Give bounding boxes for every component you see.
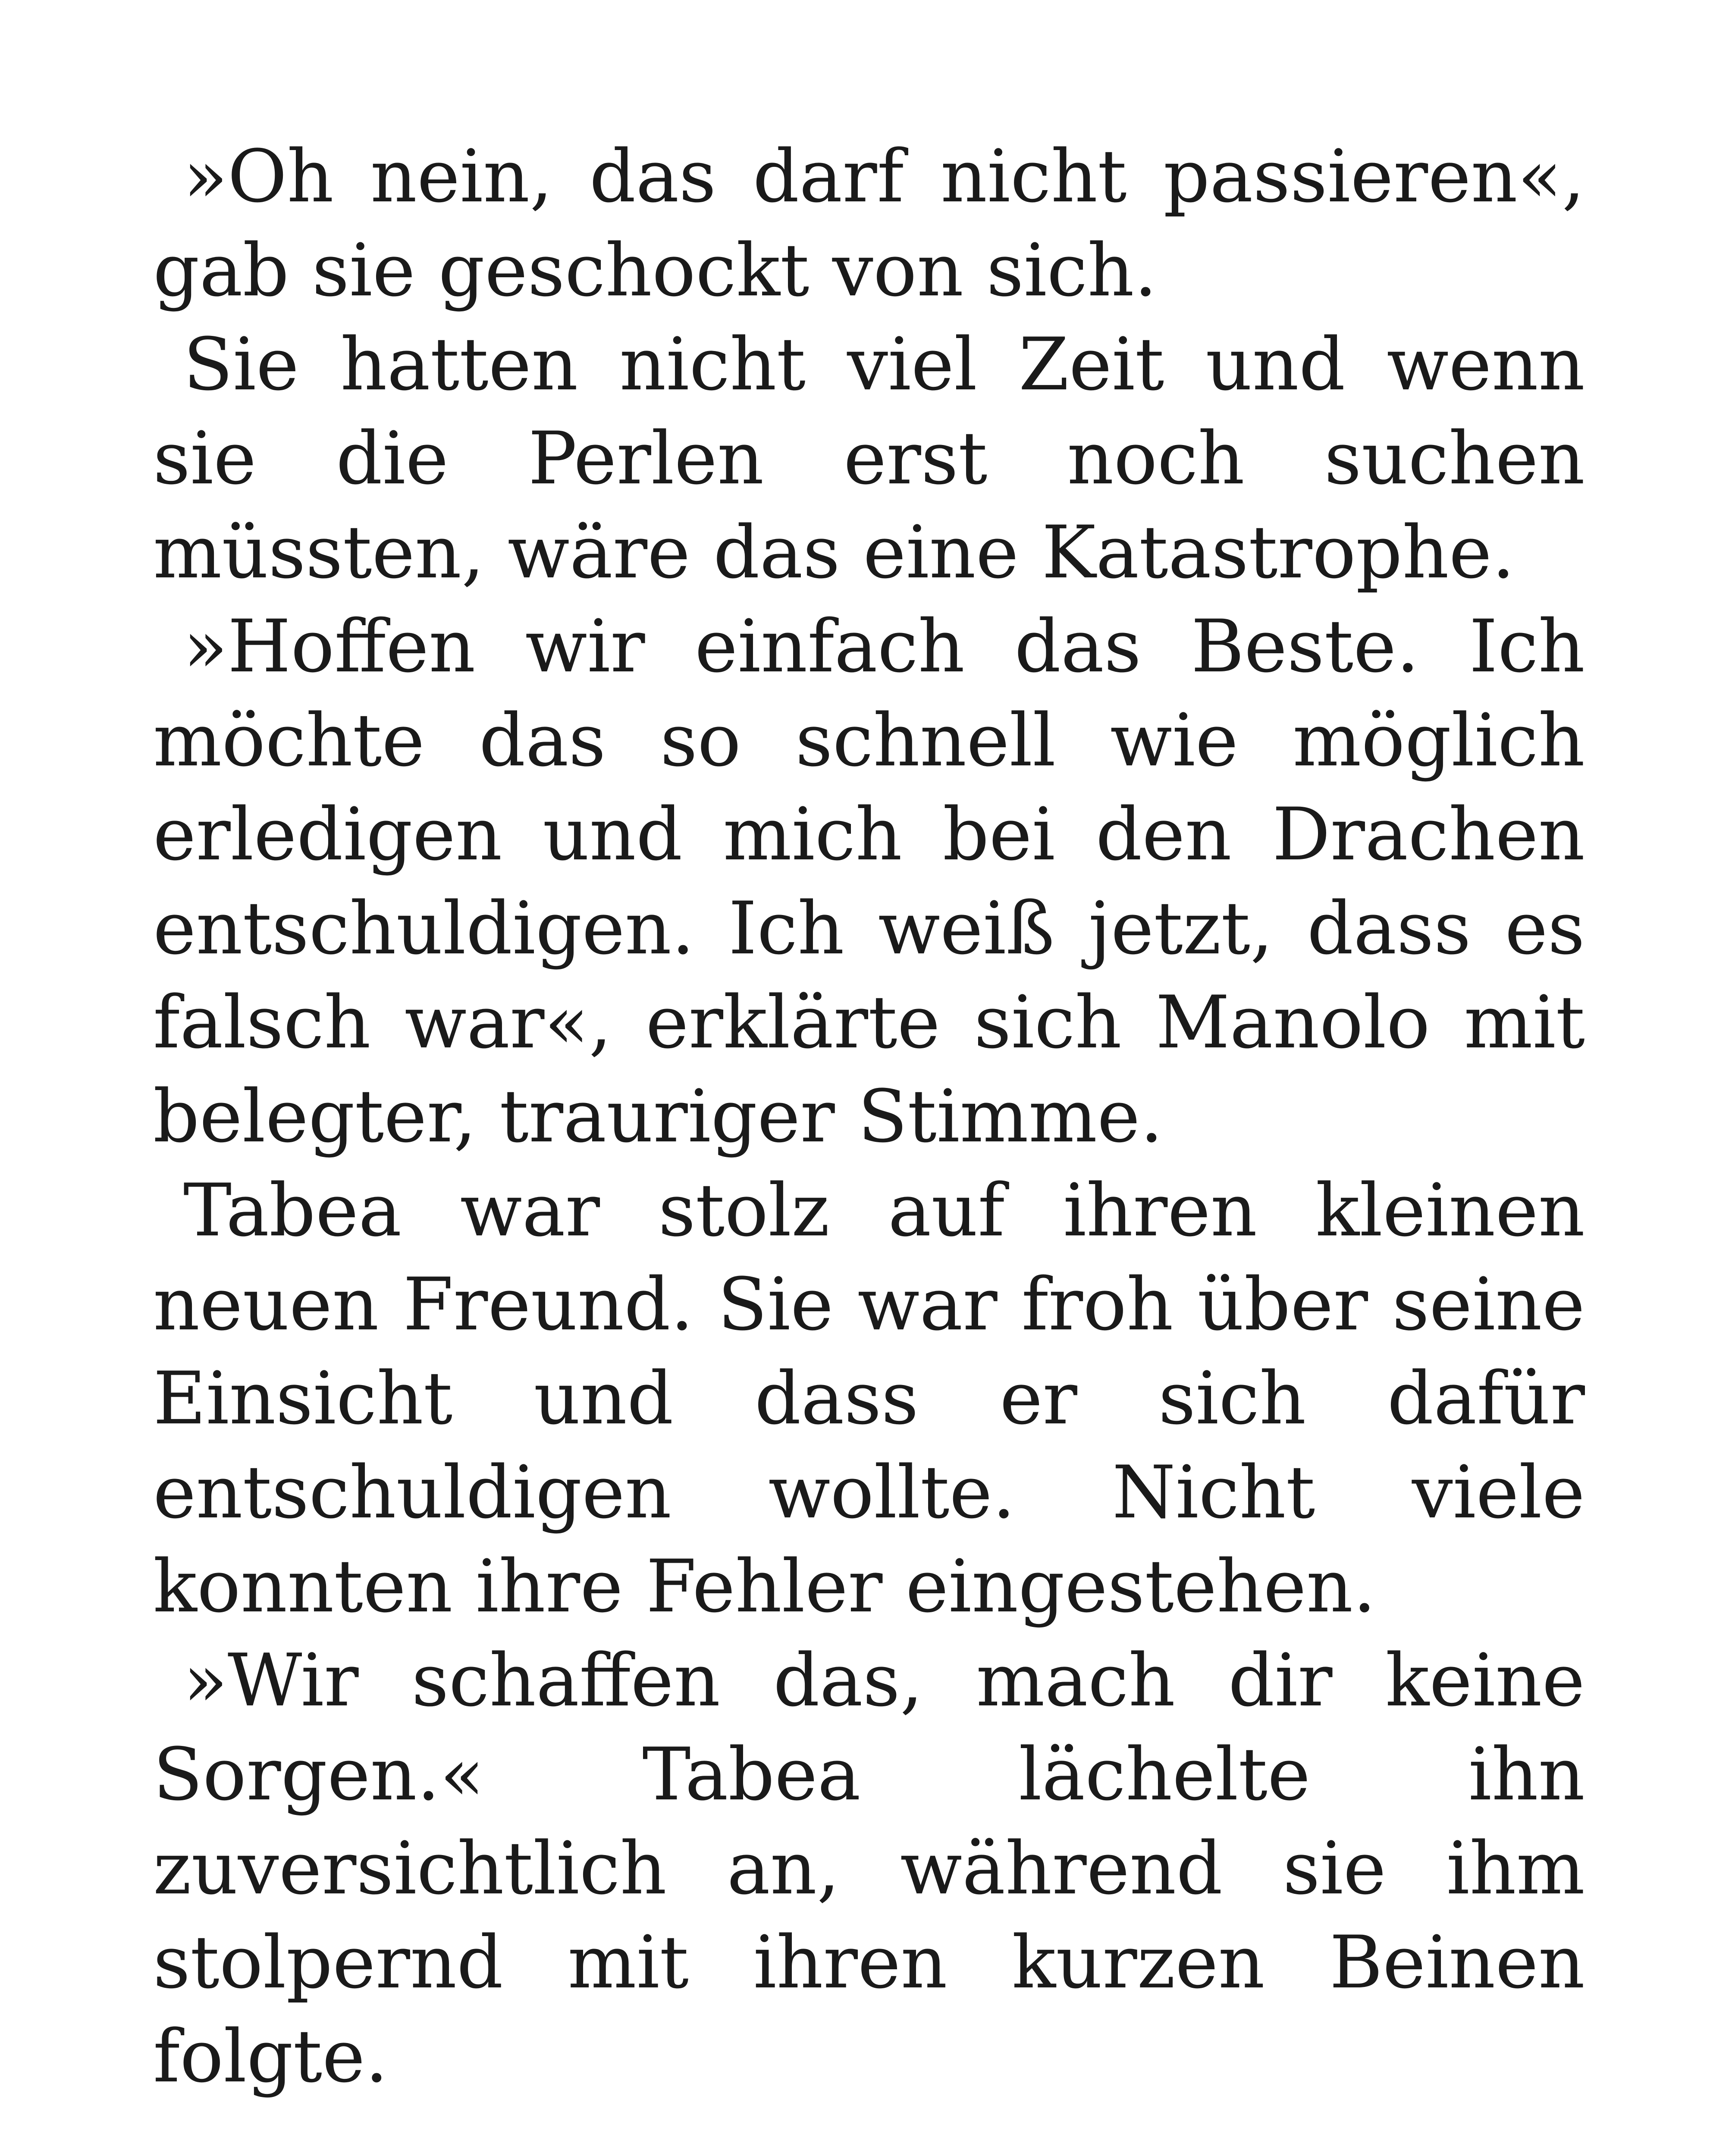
paragraph: Sie hatten nicht viel Zeit und wenn sie die Perlen erst noch suchen müssten, wäre das eine Katastrophe. [153,322,1585,595]
body-text [153,129,1585,2103]
paragraph: »Wir schaffen das, mach dir keine Sorgen.« Tabea lächelte ihn zuversichtlich an, während sie ihm stolpernd mit ihren kurzen Beinen folgte. [153,1638,1585,2099]
paragraph: Tabea war stolz auf ihren kleinen neuen Freund. Sie war froh über seine Einsicht und dass er sich dafür entschuldigen wollte. Nicht viele konnten ihre Fehler eingestehen. [153,1168,1585,1629]
paragraph: »Oh nein, das darf nicht passieren«, gab sie geschockt von sich. [153,134,1585,313]
paragraph: »Hoffen wir einfach das Beste. Ich möchte das so schnell wie möglich erledigen und mich bei den Drachen entschuldigen. Ich weiß jetzt, dass es falsch war«, erklärte sich Manolo mit belegter, trauriger Stimme. [153,604,1585,1159]
